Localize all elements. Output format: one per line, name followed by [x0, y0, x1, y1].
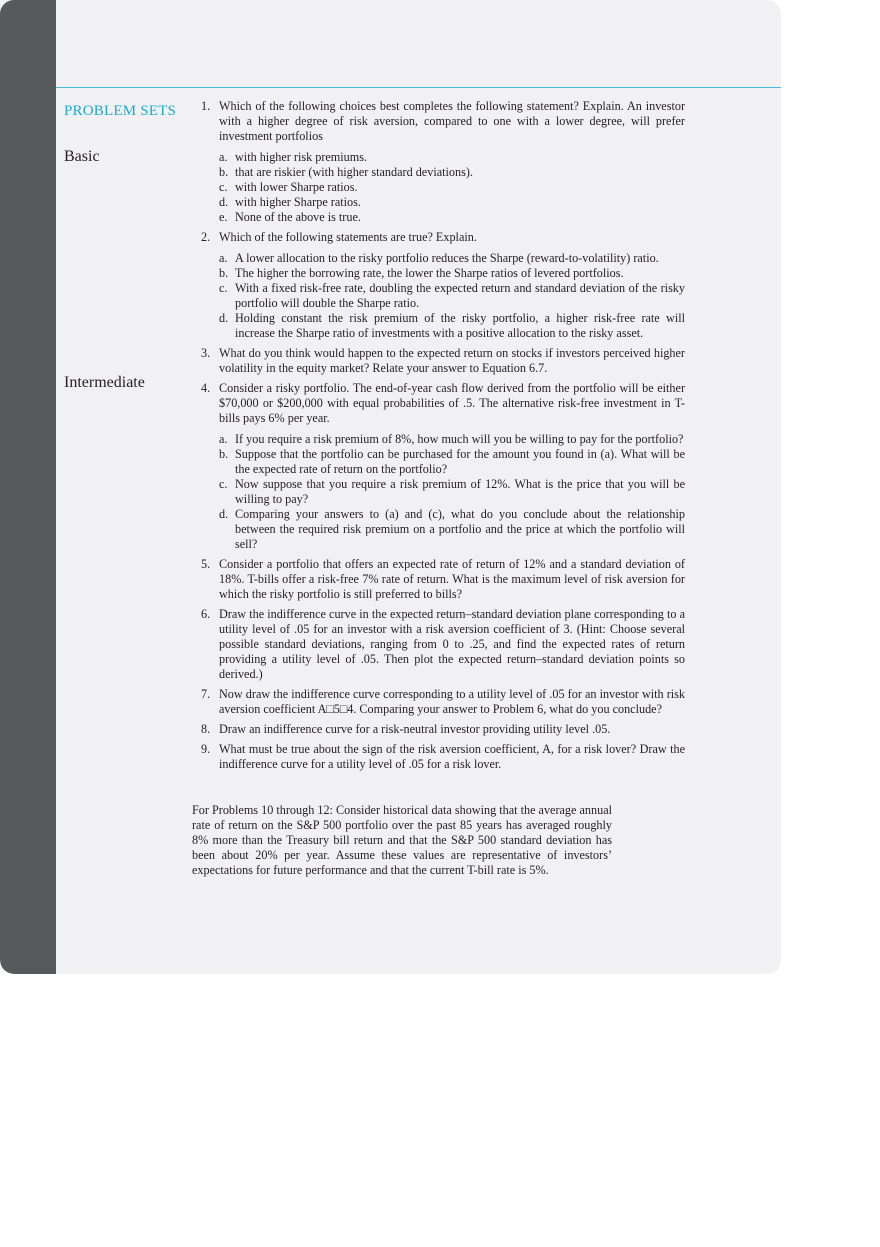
problem-number: 7. [201, 687, 211, 701]
option-letter: c. [219, 281, 228, 295]
option-item [219, 180, 685, 195]
option-text: None of the above is true. [235, 210, 361, 224]
page-spine [0, 0, 56, 974]
option-text: with lower Sharpe ratios. [235, 180, 358, 194]
spacer [201, 772, 685, 777]
option-list [201, 432, 685, 552]
closing-paragraph: For Problems 10 through 12: Consider historical data showing that the average annual rate of return on the S&P 500 portfolio over the past 85 years has averaged roughly 8% more than the Treasury bill return and that the S&P 500 standard deviation has been about 20% per year. Assume these values are representative of investors’ expectations for future performance and that the current T-bill rate is 5%. [192, 803, 612, 877]
option-item [219, 311, 685, 341]
option-text: with higher Sharpe ratios. [235, 195, 361, 209]
problem-number: 2. [201, 230, 211, 244]
problem-item [201, 742, 685, 772]
problem-item [201, 557, 685, 602]
option-text: with higher risk premiums. [235, 150, 368, 164]
section-heading-problem-sets: PROBLEM SETS [64, 103, 177, 119]
option-item [219, 210, 685, 225]
option-letter: c. [219, 180, 228, 194]
problem-number: 4. [201, 381, 211, 395]
option-text: With a fixed risk-free rate, doubling the expected return and standard deviation of the risky portfolio will double the Sharpe ratio. [235, 281, 685, 310]
option-item [219, 477, 685, 507]
option-list [201, 251, 685, 341]
problem-number: 3. [201, 346, 211, 360]
problem-number: 8. [201, 722, 211, 736]
problem-item [201, 381, 685, 426]
top-rule [56, 87, 781, 88]
problem-text: Consider a risky portfolio. The end-of-year cash flow derived from the portfolio will be either $70,000 or $200,000 with equal probabilities of .5. The alternative risk-free investment in T-bills pays 6% per year. [219, 381, 685, 425]
problem-text: Consider a portfolio that offers an expected rate of return of 12% and a standard deviation of 18%. T-bills offer a risk-free 7% rate of return. What is the maximum level of risk aversion for which the risky portfolio is still preferred to bills? [219, 557, 685, 601]
level-heading-basic: Basic [64, 148, 100, 165]
option-list [201, 150, 685, 225]
problem-text: Draw the indifference curve in the expected return–standard deviation plane corresponding to a utility level of .05 for an investor with a risk aversion coefficient of 3. (Hint: Choose several possible standard deviations, ranging from 0 to .25, and find the expected rates of return providing a utility level of .05. Then plot the expected return–standard deviation points so derived.) [219, 607, 685, 681]
option-item [219, 266, 685, 281]
option-text: Holding constant the risk premium of the risky portfolio, a higher risk-free rate will increase the Sharpe ratio of investments with a positive allocation to the risky asset. [235, 311, 685, 340]
option-text: Comparing your answers to (a) and (c), what do you conclude about the relationship between the required risk premium on a portfolio and the price at which the portfolio will sell? [235, 507, 685, 551]
option-letter: b. [219, 266, 229, 280]
option-letter: c. [219, 477, 228, 491]
option-item [219, 281, 685, 311]
level-heading-intermediate: Intermediate [64, 374, 145, 391]
problem-text: Which of the following statements are true? Explain. [219, 230, 477, 244]
option-item [219, 195, 685, 210]
option-letter: e. [219, 210, 228, 224]
problem-text: What must be true about the sign of the risk aversion coefficient, A, for a risk lover? Draw the indifference curve for a utility level of .05 for a risk lover. [219, 742, 685, 771]
option-item [219, 432, 685, 447]
option-letter: a. [219, 432, 228, 446]
option-item [219, 507, 685, 552]
problem-list [201, 99, 685, 777]
option-item [219, 165, 685, 180]
problem-number: 9. [201, 742, 211, 756]
option-item [219, 447, 685, 477]
problem-item [201, 607, 685, 682]
option-letter: b. [219, 165, 229, 179]
option-letter: d. [219, 311, 229, 325]
option-text: If you require a risk premium of 8%, how much will you be willing to pay for the portfolio? [235, 432, 684, 446]
option-text: A lower allocation to the risky portfolio reduces the Sharpe (reward-to-volatility) ratio. [235, 251, 659, 265]
problem-text: Draw an indifference curve for a risk-neutral investor providing utility level .05. [219, 722, 611, 736]
problem-text: Which of the following choices best completes the following statement? Explain. An investor with a higher degree of risk aversion, compared to one with a lower degree, will prefer investment portfolios [219, 99, 685, 143]
option-item [219, 150, 685, 165]
option-letter: a. [219, 251, 228, 265]
problem-number: 1. [201, 99, 211, 113]
problem-item [201, 722, 685, 737]
option-letter: d. [219, 195, 229, 209]
option-text: Now suppose that you require a risk premium of 12%. What is the price that you will be willing to pay? [235, 477, 685, 506]
option-text: that are riskier (with higher standard deviations). [235, 165, 473, 179]
problem-number: 5. [201, 557, 211, 571]
option-text: The higher the borrowing rate, the lower the Sharpe ratios of levered portfolios. [235, 266, 624, 280]
problem-item [201, 687, 685, 717]
option-letter: a. [219, 150, 228, 164]
option-letter: b. [219, 447, 229, 461]
problem-text: What do you think would happen to the expected return on stocks if investors perceived higher volatility in the equity market? Relate your answer to Equation 6.7. [219, 346, 685, 375]
option-letter: d. [219, 507, 229, 521]
problem-item [201, 99, 685, 144]
problem-item [201, 230, 685, 245]
problem-item [201, 346, 685, 376]
problem-text: Now draw the indifference curve corresponding to a utility level of .05 for an investor with risk aversion coefficient A□5□4. Comparing your answer to Problem 6, what do you conclude? [219, 687, 685, 716]
option-item [219, 251, 685, 266]
option-text: Suppose that the portfolio can be purchased for the amount you found in (a). What will be the expected rate of return on the portfolio? [235, 447, 685, 476]
problem-number: 6. [201, 607, 211, 621]
